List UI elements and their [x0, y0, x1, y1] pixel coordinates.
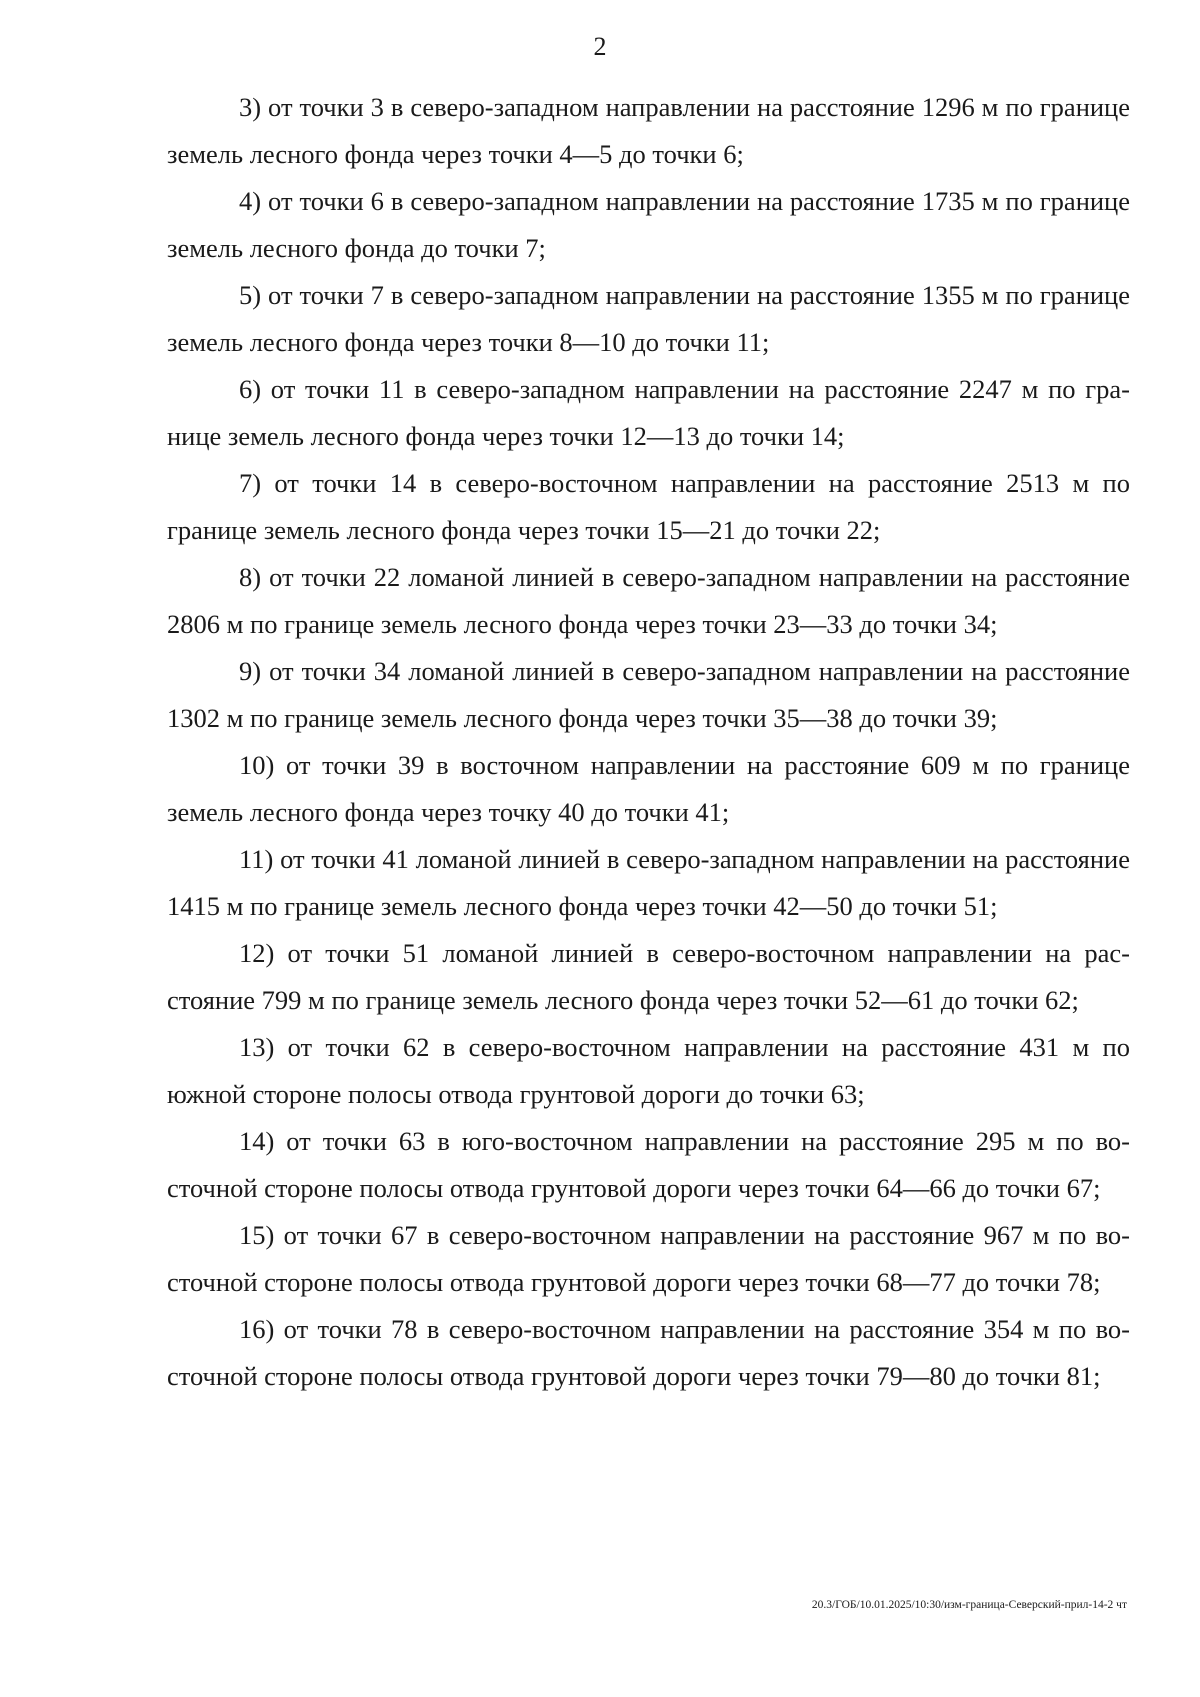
paragraph-item: 15) от точки 67 в северо-восточном направлении на расстояние 967 м по восточной стороне полосы отвода грунтовой дороги через точки 68—77 до точки 78; — [167, 1220, 1130, 1297]
paragraph-item: 16) от точки 78 в северо-восточном направлении на расстояние 354 м по восточной стороне полосы отвода грунтовой дороги через точки 79—80 до точки 81; — [167, 1314, 1130, 1391]
paragraph-item: 7) от точки 14 в северо-восточном направлении на расстояние 2513 м по границе земель лесного фонда через точки 15—21 до точки 22; — [167, 468, 1130, 545]
paragraph-item: 9) от точки 34 ломаной линией в северо-западном направлении на расстояние 1302 м по границе земель лесного фонда через точки 35—38 до точки 39; — [167, 656, 1130, 733]
paragraph-item: 12) от точки 51 ломаной линией в северо-восточном направлении на расстояние 799 м по границе земель лесного фонда через точки 52—61 до точки 62; — [167, 938, 1130, 1015]
document-body — [167, 84, 1130, 1400]
document-footer-code: 20.3/ГОБ/10.01.2025/10:30/изм-граница-Северский-прил-14-2 чт — [811, 1599, 1127, 1611]
paragraph-item: 10) от точки 39 в восточном направлении на расстояние 609 м по границе земель лесного фонда через точку 40 до точки 41; — [167, 750, 1130, 827]
paragraph-item: 4) от точки 6 в северо-западном направлении на расстояние 1735 м по границе земель лесного фонда до точки 7; — [167, 186, 1130, 263]
paragraph-item: 11) от точки 41 ломаной линией в северо-западном направлении на расстояние 1415 м по границе земель лесного фонда через точки 42—50 до точки 51; — [167, 844, 1130, 921]
paragraph-item: 8) от точки 22 ломаной линией в северо-западном направлении на расстояние 2806 м по границе земель лесного фонда через точки 23—33 до точки 34; — [167, 562, 1130, 639]
paragraph-item: 5) от точки 7 в северо-западном направлении на расстояние 1355 м по границе земель лесного фонда через точки 8—10 до точки 11; — [167, 280, 1130, 357]
paragraph-item: 3) от точки 3 в северо-западном направлении на расстояние 1296 м по границе земель лесного фонда через точки 4—5 до точки 6; — [167, 92, 1130, 169]
paragraph-item: 6) от точки 11 в северо-западном направлении на расстояние 2247 м по границе земель лесного фонда через точки 12—13 до точки 14; — [167, 374, 1130, 451]
paragraph-item: 13) от точки 62 в северо-восточном направлении на расстояние 431 м по южной стороне полосы отвода грунтовой дороги до точки 63; — [167, 1032, 1130, 1109]
paragraph-item: 14) от точки 63 в юго-восточном направлении на расстояние 295 м по восточной стороне полосы отвода грунтовой дороги через точки 64—66 до точки 67; — [167, 1126, 1130, 1203]
page-number: 2 — [593, 32, 607, 61]
